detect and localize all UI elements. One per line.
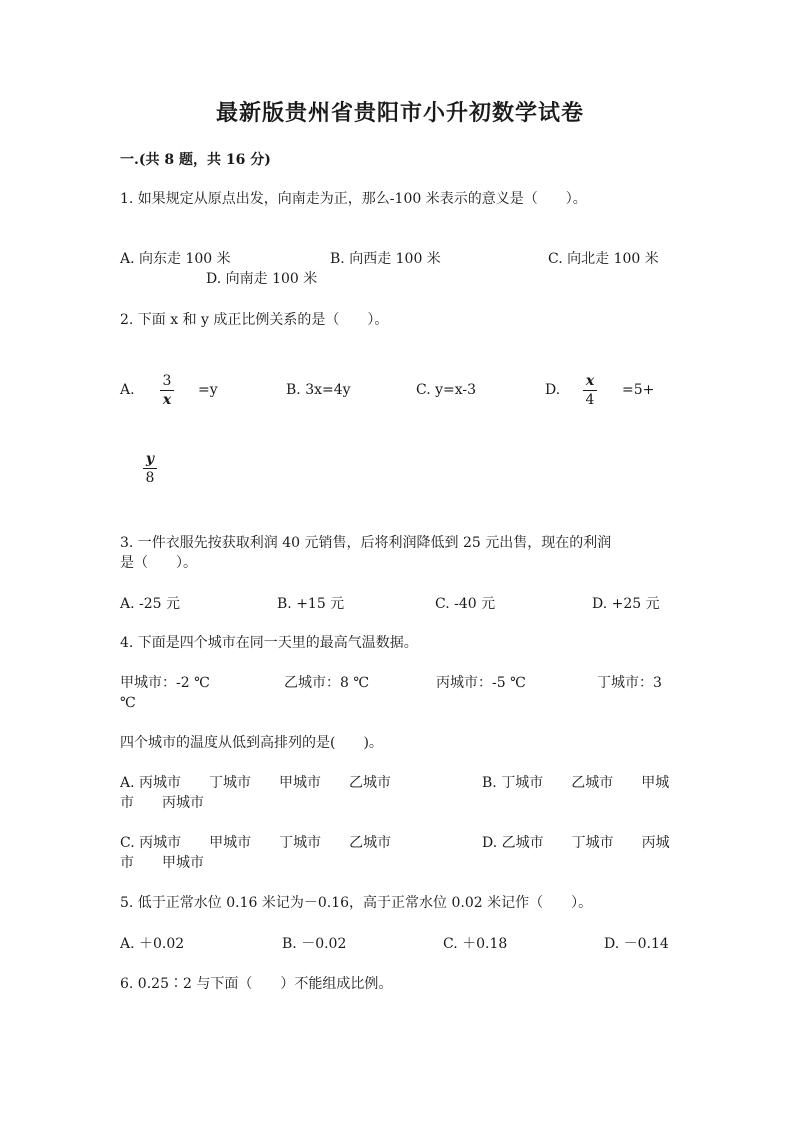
question-3-option-d: D. +25 元 <box>592 596 660 612</box>
fraction-denominator: x <box>162 392 172 408</box>
question-2-option-c: C. y=x-3 <box>416 382 477 398</box>
question-4-stem: 4. 下面是四个城市在同一天里的最高气温数据。 <box>120 635 418 651</box>
question-4-option-d-line-1: D. 乙城市 丁城市 丙城 <box>482 835 670 851</box>
question-6-stem: 6. 0.25∶2 与下面（ ）不能组成比例。 <box>120 976 393 992</box>
city-d-temperature-unit: ℃ <box>120 695 136 711</box>
question-3-stem-line-1: 3. 一件衣服先按获取利润 40 元销售，后将利润降低到 25 元出售，现在的利润 <box>120 535 612 551</box>
question-2-option-a-label: A. <box>120 382 135 398</box>
city-d-temperature: 丁城市：3 <box>597 675 662 691</box>
fraction-bar <box>143 468 157 469</box>
question-5-option-b: B. －0.02 <box>282 936 347 952</box>
fraction-numerator: y <box>145 451 155 467</box>
fraction-bar <box>160 390 174 391</box>
question-2-stem: 2. 下面 x 和 y 成正比例关系的是（ ）。 <box>120 312 389 328</box>
city-b-temperature: 乙城市：8 ℃ <box>284 675 370 691</box>
section-heading: 一.(共 8 题，共 16 分) <box>120 152 271 168</box>
question-3-option-a: A. -25 元 <box>120 596 181 612</box>
page-title: 最新版贵州省贵阳市小升初数学试卷 <box>215 100 584 126</box>
question-4-option-b-line-1: B. 丁城市 乙城市 甲城 <box>482 775 670 791</box>
question-1-stem: 1. 如果规定从原点出发，向南走为正，那么-100 米表示的意义是（ ）。 <box>120 191 587 207</box>
fraction-numerator: 3 <box>162 373 172 389</box>
question-2-option-d-label: D. <box>545 382 561 398</box>
question-4-option-a: A. 丙城市 丁城市 甲城市 乙城市 <box>120 775 392 791</box>
question-2-option-a-fraction <box>160 373 174 408</box>
question-2-option-d-fraction-2 <box>143 451 157 486</box>
question-5-option-c: C. ＋0.18 <box>443 936 508 952</box>
question-2-option-a-tail: =y <box>198 382 218 398</box>
fraction-bar <box>583 390 597 391</box>
fraction-numerator: x <box>585 373 595 389</box>
city-c-temperature: 丙城市：-5 ℃ <box>436 675 526 691</box>
question-4-question: 四个城市的温度从低到高排列的是( )。 <box>120 735 383 751</box>
question-5-option-a: A. ＋0.02 <box>120 936 185 952</box>
question-1-option-b: B. 向西走 100 米 <box>330 251 441 267</box>
fraction-denominator: 4 <box>585 392 595 408</box>
question-1-option-d: D. 向南走 100 米 <box>206 271 318 287</box>
question-3-option-b: B. +15 元 <box>277 596 345 612</box>
question-5-option-d: D. －0.14 <box>604 936 669 952</box>
question-4-option-b-line-2: 市 丙城市 <box>120 795 204 811</box>
question-4-option-d-line-2: 市 甲城市 <box>120 855 204 871</box>
question-2-option-b: B. 3x=4y <box>286 382 351 398</box>
question-3-stem-line-2: 是（ ）。 <box>120 555 197 571</box>
question-1-option-a: A. 向东走 100 米 <box>120 251 231 267</box>
question-1-option-c: C. 向北走 100 米 <box>548 251 659 267</box>
question-4-option-c: C. 丙城市 甲城市 丁城市 乙城市 <box>120 835 392 851</box>
fraction-denominator: 8 <box>145 470 155 486</box>
question-2-option-d-tail: =5+ <box>622 382 655 398</box>
city-a-temperature: 甲城市：-2 ℃ <box>120 675 210 691</box>
question-5-stem: 5. 低于正常水位 0.16 米记为－0.16，高于正常水位 0.02 米记作（ ）。 <box>120 895 593 911</box>
question-2-option-d-fraction <box>583 373 597 408</box>
question-3-option-c: C. -40 元 <box>435 596 496 612</box>
